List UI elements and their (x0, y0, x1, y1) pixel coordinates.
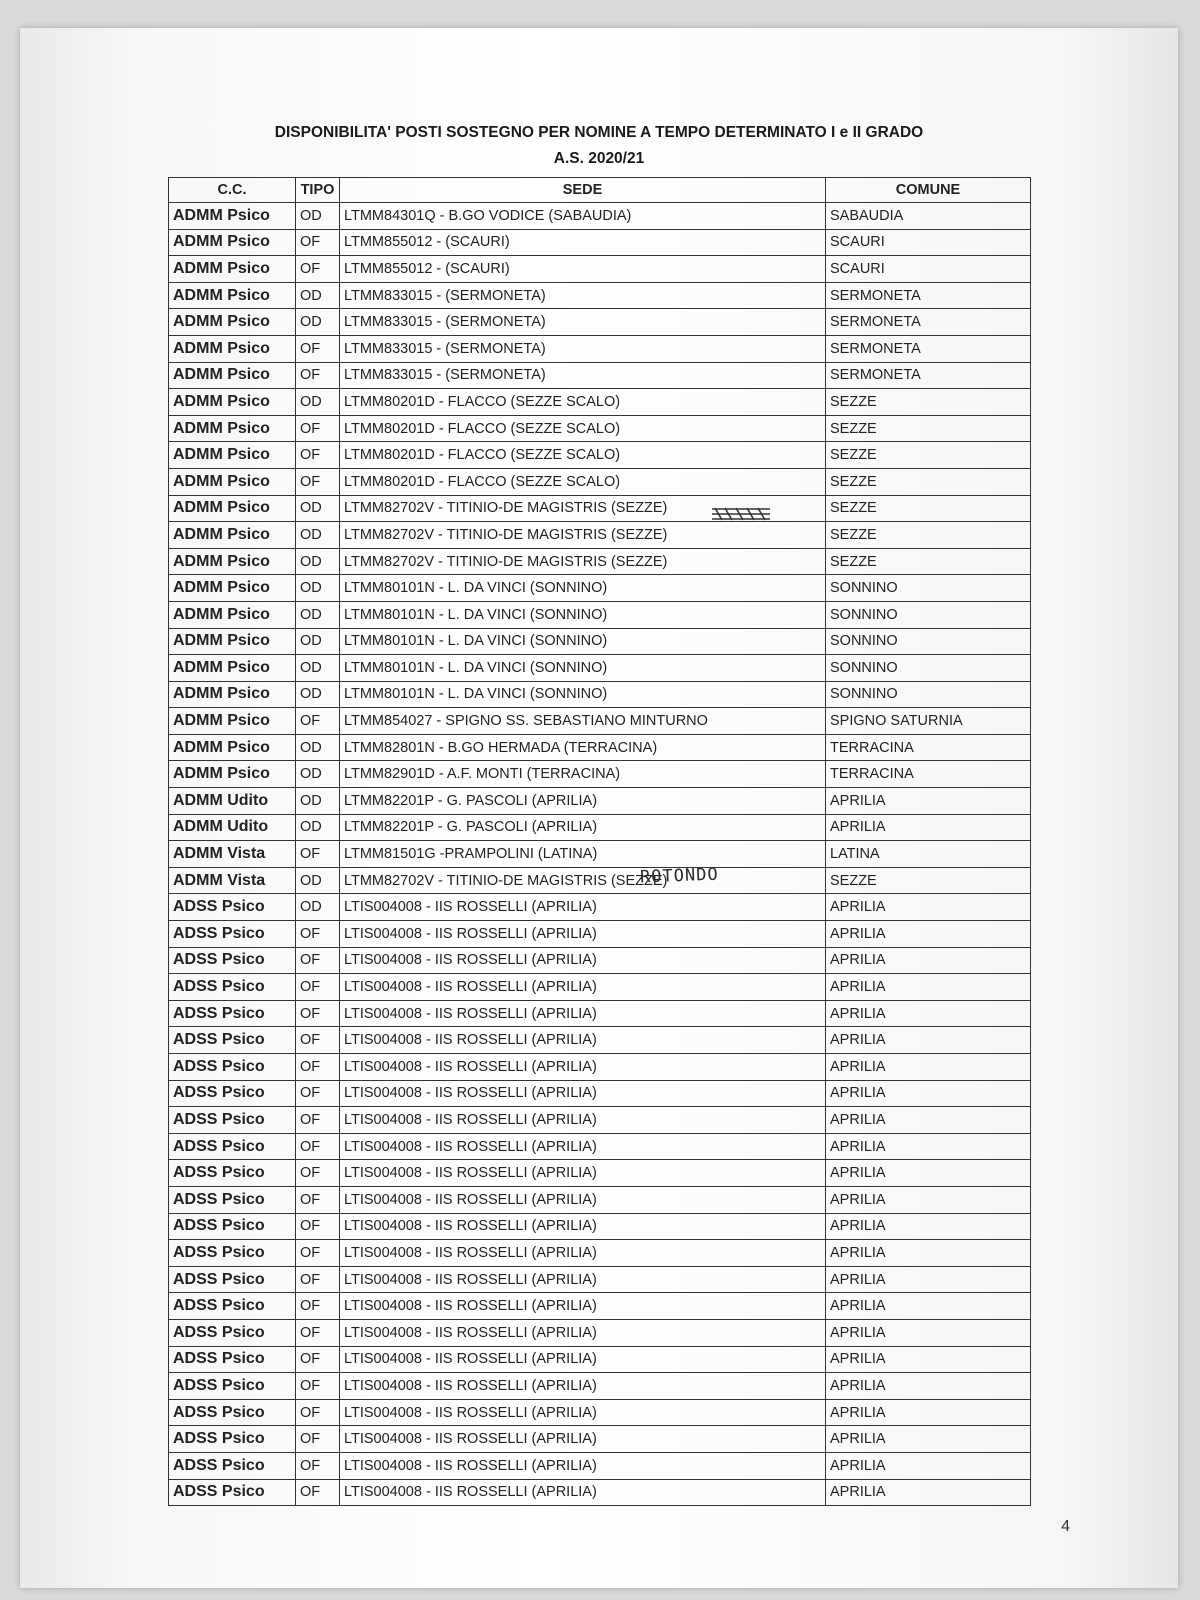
cell-comune: APRILIA (826, 1426, 1031, 1453)
cell-comune: APRILIA (826, 947, 1031, 974)
cell-sede: LTMM82201P - G. PASCOLI (APRILIA) (340, 814, 826, 841)
cell-comune: LATINA (826, 841, 1031, 868)
cell-sede: LTIS004008 - IIS ROSSELLI (APRILIA) (340, 1186, 826, 1213)
cell-cc: ADSS Psico (169, 1000, 296, 1027)
table-body (169, 203, 1031, 1506)
cell-tipo: OD (296, 788, 340, 815)
cell-comune: APRILIA (826, 894, 1031, 921)
cell-comune: APRILIA (826, 1107, 1031, 1134)
cell-tipo: OF (296, 1000, 340, 1027)
cell-tipo: OD (296, 681, 340, 708)
cell-comune: SERMONETA (826, 309, 1031, 336)
header-tipo: TIPO (296, 178, 340, 203)
cell-tipo: OF (296, 362, 340, 389)
cell-cc: ADSS Psico (169, 1186, 296, 1213)
table-row (169, 1000, 1031, 1027)
cell-cc: ADSS Psico (169, 947, 296, 974)
cell-comune: APRILIA (826, 788, 1031, 815)
cell-cc: ADSS Psico (169, 1107, 296, 1134)
table-row (169, 575, 1031, 602)
cell-comune: APRILIA (826, 1133, 1031, 1160)
cell-comune: TERRACINA (826, 761, 1031, 788)
cell-tipo: OF (296, 921, 340, 948)
cell-cc: ADMM Psico (169, 681, 296, 708)
cell-sede: LTIS004008 - IIS ROSSELLI (APRILIA) (340, 1213, 826, 1240)
cell-tipo: OD (296, 495, 340, 522)
cell-tipo: OF (296, 1107, 340, 1134)
cell-sede: LTIS004008 - IIS ROSSELLI (APRILIA) (340, 974, 826, 1001)
cell-comune: SEZZE (826, 548, 1031, 575)
cell-cc: ADMM Psico (169, 628, 296, 655)
table-row (169, 841, 1031, 868)
cell-sede: LTMM80201D - FLACCO (SEZZE SCALO) (340, 389, 826, 416)
cell-cc: ADMM Psico (169, 362, 296, 389)
cell-sede: LTIS004008 - IIS ROSSELLI (APRILIA) (340, 1266, 826, 1293)
cell-comune: SEZZE (826, 415, 1031, 442)
cell-cc: ADSS Psico (169, 1293, 296, 1320)
cell-cc: ADMM Psico (169, 601, 296, 628)
cell-tipo: OF (296, 841, 340, 868)
table-row (169, 389, 1031, 416)
cell-sede: LTIS004008 - IIS ROSSELLI (APRILIA) (340, 894, 826, 921)
cell-tipo: OF (296, 335, 340, 362)
cell-cc: ADSS Psico (169, 1452, 296, 1479)
cell-sede: LTMM855012 - (SCAURI) (340, 256, 826, 283)
school-year: A.S. 2020/21 (553, 150, 645, 167)
cell-tipo: OF (296, 1080, 340, 1107)
cell-cc: ADMM Psico (169, 282, 296, 309)
cell-cc: ADMM Psico (169, 575, 296, 602)
cell-comune: APRILIA (826, 1399, 1031, 1426)
cell-sede: LTMM833015 - (SERMONETA) (340, 335, 826, 362)
table-row (169, 282, 1031, 309)
cell-cc: ADMM Psico (169, 442, 296, 469)
cell-sede: LTIS004008 - IIS ROSSELLI (APRILIA) (340, 921, 826, 948)
cell-comune: SCAURI (826, 229, 1031, 256)
cell-comune: APRILIA (826, 1293, 1031, 1320)
table-row (169, 495, 1031, 522)
cell-tipo: OF (296, 229, 340, 256)
cell-tipo: OF (296, 1346, 340, 1373)
table-row (169, 921, 1031, 948)
cell-comune: SERMONETA (826, 335, 1031, 362)
cell-tipo: OD (296, 734, 340, 761)
cell-tipo: OD (296, 389, 340, 416)
table-row (169, 1027, 1031, 1054)
cell-tipo: OF (296, 1213, 340, 1240)
cell-cc: ADSS Psico (169, 1399, 296, 1426)
cell-comune: APRILIA (826, 1213, 1031, 1240)
cell-cc: ADMM Psico (169, 389, 296, 416)
table-row (169, 1346, 1031, 1373)
cell-sede: LTMM84301Q - B.GO VODICE (SABAUDIA) (340, 203, 826, 230)
cell-tipo: OD (296, 894, 340, 921)
cell-comune: APRILIA (826, 1054, 1031, 1081)
cell-sede: LTMM80101N - L. DA VINCI (SONNINO) (340, 681, 826, 708)
table-row (169, 681, 1031, 708)
document-title: DISPONIBILITA' POSTI SOSTEGNO PER NOMINE A TEMPO DETERMINATO I e II GRADO (274, 124, 924, 141)
table-row (169, 309, 1031, 336)
cell-comune: APRILIA (826, 1319, 1031, 1346)
table-row (169, 468, 1031, 495)
cell-sede: LTIS004008 - IIS ROSSELLI (APRILIA) (340, 1027, 826, 1054)
cell-cc: ADSS Psico (169, 1319, 296, 1346)
cell-sede: LTIS004008 - IIS ROSSELLI (APRILIA) (340, 1373, 826, 1400)
cell-cc: ADMM Psico (169, 335, 296, 362)
cell-tipo: OD (296, 309, 340, 336)
cell-comune: SEZZE (826, 495, 1031, 522)
cell-sede: LTIS004008 - IIS ROSSELLI (APRILIA) (340, 1319, 826, 1346)
cell-comune: APRILIA (826, 1373, 1031, 1400)
cell-comune: APRILIA (826, 1240, 1031, 1267)
table-row (169, 1186, 1031, 1213)
cell-cc: ADSS Psico (169, 1266, 296, 1293)
cell-tipo: OD (296, 814, 340, 841)
cell-sede: LTIS004008 - IIS ROSSELLI (APRILIA) (340, 1054, 826, 1081)
document-page (20, 28, 1178, 1588)
table-row (169, 415, 1031, 442)
cell-cc: ADSS Psico (169, 1027, 296, 1054)
cell-sede: LTIS004008 - IIS ROSSELLI (APRILIA) (340, 1399, 826, 1426)
cell-tipo: OF (296, 708, 340, 735)
table-row (169, 362, 1031, 389)
handwritten-note: ROTONDO (639, 864, 719, 888)
availability-table (168, 177, 1031, 1506)
cell-comune: APRILIA (826, 974, 1031, 1001)
cell-cc: ADMM Udito (169, 814, 296, 841)
cell-tipo: OD (296, 655, 340, 682)
cell-sede: LTIS004008 - IIS ROSSELLI (APRILIA) (340, 1452, 826, 1479)
cell-sede: LTMM82201P - G. PASCOLI (APRILIA) (340, 788, 826, 815)
table-row (169, 655, 1031, 682)
cell-sede: LTMM80201D - FLACCO (SEZZE SCALO) (340, 468, 826, 495)
header-cc: C.C. (169, 178, 296, 203)
table-row (169, 1293, 1031, 1320)
cell-cc: ADMM Psico (169, 229, 296, 256)
cell-tipo: OF (296, 1160, 340, 1187)
cell-tipo: OD (296, 628, 340, 655)
cell-tipo: OF (296, 974, 340, 1001)
cell-cc: ADMM Psico (169, 468, 296, 495)
cell-sede: LTMM80201D - FLACCO (SEZZE SCALO) (340, 442, 826, 469)
cell-cc: ADMM Udito (169, 788, 296, 815)
cell-comune: APRILIA (826, 1452, 1031, 1479)
table-row (169, 1373, 1031, 1400)
cell-sede: LTIS004008 - IIS ROSSELLI (APRILIA) (340, 1107, 826, 1134)
table-row (169, 708, 1031, 735)
cell-sede: LTMM82702V - TITINIO-DE MAGISTRIS (SEZZE) (340, 495, 826, 522)
cell-cc: ADSS Psico (169, 894, 296, 921)
cell-comune: SONNINO (826, 681, 1031, 708)
cell-sede: LTIS004008 - IIS ROSSELLI (APRILIA) (340, 1080, 826, 1107)
cell-cc: ADSS Psico (169, 974, 296, 1001)
cell-sede: LTMM82702V - TITINIO-DE MAGISTRIS (SEZZE) (340, 522, 826, 549)
header-comune: COMUNE (826, 178, 1031, 203)
cell-cc: ADSS Psico (169, 1240, 296, 1267)
cell-comune: APRILIA (826, 1186, 1031, 1213)
cell-sede: LTMM82702V - TITINIO-DE MAGISTRIS (SEZZE) (340, 867, 826, 894)
cell-comune: SONNINO (826, 628, 1031, 655)
table-row (169, 335, 1031, 362)
table-row (169, 601, 1031, 628)
cell-tipo: OF (296, 1426, 340, 1453)
cell-comune: SEZZE (826, 522, 1031, 549)
cell-sede: LTMM82801N - B.GO HERMADA (TERRACINA) (340, 734, 826, 761)
cell-cc: ADMM Psico (169, 655, 296, 682)
cell-sede: LTMM80101N - L. DA VINCI (SONNINO) (340, 628, 826, 655)
cell-sede: LTMM80201D - FLACCO (SEZZE SCALO) (340, 415, 826, 442)
cell-cc: ADMM Vista (169, 841, 296, 868)
table-row (169, 1240, 1031, 1267)
table-row (169, 867, 1031, 894)
cell-cc: ADMM Psico (169, 548, 296, 575)
cell-comune: SONNINO (826, 601, 1031, 628)
cell-tipo: OF (296, 1266, 340, 1293)
cell-cc: ADMM Vista (169, 867, 296, 894)
cell-tipo: OD (296, 522, 340, 549)
table-row (169, 761, 1031, 788)
cell-cc: ADSS Psico (169, 1479, 296, 1506)
cell-comune: APRILIA (826, 1160, 1031, 1187)
cell-sede: LTMM82901D - A.F. MONTI (TERRACINA) (340, 761, 826, 788)
table-header-row (169, 178, 1031, 203)
cell-cc: ADMM Psico (169, 734, 296, 761)
table-row (169, 1399, 1031, 1426)
cell-tipo: OF (296, 1479, 340, 1506)
cell-comune: APRILIA (826, 921, 1031, 948)
cell-tipo: OF (296, 1293, 340, 1320)
cell-tipo: OF (296, 1452, 340, 1479)
table-row (169, 256, 1031, 283)
cell-cc: ADMM Psico (169, 522, 296, 549)
table-row (169, 1479, 1031, 1506)
cell-comune: SEZZE (826, 442, 1031, 469)
cell-tipo: OD (296, 867, 340, 894)
table-row (169, 1319, 1031, 1346)
table-row (169, 1080, 1031, 1107)
table-row (169, 1426, 1031, 1453)
table-row (169, 734, 1031, 761)
cell-comune: APRILIA (826, 814, 1031, 841)
cell-tipo: OF (296, 1133, 340, 1160)
table-row (169, 1160, 1031, 1187)
cell-comune: SONNINO (826, 655, 1031, 682)
cell-sede: LTIS004008 - IIS ROSSELLI (APRILIA) (340, 1133, 826, 1160)
cell-cc: ADSS Psico (169, 921, 296, 948)
cell-tipo: OD (296, 548, 340, 575)
cell-sede: LTMM855012 - (SCAURI) (340, 229, 826, 256)
cell-tipo: OF (296, 256, 340, 283)
cell-tipo: OF (296, 947, 340, 974)
cell-tipo: OD (296, 575, 340, 602)
cell-sede: LTMM80101N - L. DA VINCI (SONNINO) (340, 601, 826, 628)
cell-comune: SPIGNO SATURNIA (826, 708, 1031, 735)
cell-sede: LTIS004008 - IIS ROSSELLI (APRILIA) (340, 947, 826, 974)
cell-comune: APRILIA (826, 1266, 1031, 1293)
cell-tipo: OD (296, 282, 340, 309)
cell-cc: ADMM Psico (169, 495, 296, 522)
cell-sede: LTIS004008 - IIS ROSSELLI (APRILIA) (340, 1000, 826, 1027)
cell-tipo: OF (296, 468, 340, 495)
cell-tipo: OD (296, 203, 340, 230)
cell-sede: LTMM833015 - (SERMONETA) (340, 309, 826, 336)
cell-sede: LTMM854027 - SPIGNO SS. SEBASTIANO MINTURNO (340, 708, 826, 735)
cell-cc: ADSS Psico (169, 1160, 296, 1187)
cell-comune: SABAUDIA (826, 203, 1031, 230)
header-sede: SEDE (340, 178, 826, 203)
table-row (169, 522, 1031, 549)
table-row (169, 894, 1031, 921)
cell-comune: SCAURI (826, 256, 1031, 283)
table-row (169, 974, 1031, 1001)
cell-comune: SERMONETA (826, 362, 1031, 389)
cell-cc: ADSS Psico (169, 1346, 296, 1373)
cell-comune: SEZZE (826, 867, 1031, 894)
cell-cc: ADSS Psico (169, 1213, 296, 1240)
cell-sede: LTIS004008 - IIS ROSSELLI (APRILIA) (340, 1479, 826, 1506)
cell-comune: SEZZE (826, 389, 1031, 416)
cell-sede: LTMM80101N - L. DA VINCI (SONNINO) (340, 575, 826, 602)
cell-tipo: OF (296, 1319, 340, 1346)
cell-comune: TERRACINA (826, 734, 1031, 761)
cell-tipo: OF (296, 1373, 340, 1400)
cell-comune: APRILIA (826, 1000, 1031, 1027)
cell-tipo: OF (296, 442, 340, 469)
cell-sede: LTMM82702V - TITINIO-DE MAGISTRIS (SEZZE) (340, 548, 826, 575)
cell-comune: SERMONETA (826, 282, 1031, 309)
cell-cc: ADMM Psico (169, 415, 296, 442)
cell-sede: LTMM80101N - L. DA VINCI (SONNINO) (340, 655, 826, 682)
table-row (169, 788, 1031, 815)
cell-tipo: OF (296, 1027, 340, 1054)
cell-sede: LTIS004008 - IIS ROSSELLI (APRILIA) (340, 1346, 826, 1373)
cell-comune: APRILIA (826, 1080, 1031, 1107)
cell-tipo: OF (296, 1399, 340, 1426)
table-row (169, 1266, 1031, 1293)
cell-cc: ADMM Psico (169, 761, 296, 788)
table-row (169, 229, 1031, 256)
cell-comune: APRILIA (826, 1027, 1031, 1054)
cell-tipo: OD (296, 761, 340, 788)
table-row (169, 947, 1031, 974)
cell-cc: ADMM Psico (169, 309, 296, 336)
cell-tipo: OF (296, 1054, 340, 1081)
table-row (169, 1054, 1031, 1081)
cell-sede: LTMM81501G -PRAMPOLINI (LATINA) (340, 841, 826, 868)
cell-cc: ADSS Psico (169, 1426, 296, 1453)
cell-tipo: OF (296, 1240, 340, 1267)
cell-comune: SEZZE (826, 468, 1031, 495)
table-row (169, 628, 1031, 655)
table-row (169, 203, 1031, 230)
table-row (169, 442, 1031, 469)
cell-sede: LTMM833015 - (SERMONETA) (340, 362, 826, 389)
table-row (169, 1107, 1031, 1134)
table-row (169, 1133, 1031, 1160)
table-row (169, 548, 1031, 575)
cell-sede: LTIS004008 - IIS ROSSELLI (APRILIA) (340, 1160, 826, 1187)
cell-cc: ADSS Psico (169, 1080, 296, 1107)
cell-comune: APRILIA (826, 1479, 1031, 1506)
cell-cc: ADMM Psico (169, 203, 296, 230)
page-number: 4 (1061, 1518, 1070, 1535)
cell-tipo: OF (296, 1186, 340, 1213)
cell-sede: LTIS004008 - IIS ROSSELLI (APRILIA) (340, 1293, 826, 1320)
cell-sede: LTIS004008 - IIS ROSSELLI (APRILIA) (340, 1240, 826, 1267)
cell-cc: ADSS Psico (169, 1133, 296, 1160)
cell-comune: SONNINO (826, 575, 1031, 602)
cell-cc: ADMM Psico (169, 256, 296, 283)
scribble-mark-icon (710, 506, 772, 522)
cell-tipo: OD (296, 601, 340, 628)
cell-comune: APRILIA (826, 1346, 1031, 1373)
cell-tipo: OF (296, 415, 340, 442)
cell-cc: ADMM Psico (169, 708, 296, 735)
table-row (169, 814, 1031, 841)
cell-cc: ADSS Psico (169, 1054, 296, 1081)
cell-cc: ADSS Psico (169, 1373, 296, 1400)
cell-sede: LTIS004008 - IIS ROSSELLI (APRILIA) (340, 1426, 826, 1453)
table-row (169, 1213, 1031, 1240)
table-row (169, 1452, 1031, 1479)
cell-sede: LTMM833015 - (SERMONETA) (340, 282, 826, 309)
